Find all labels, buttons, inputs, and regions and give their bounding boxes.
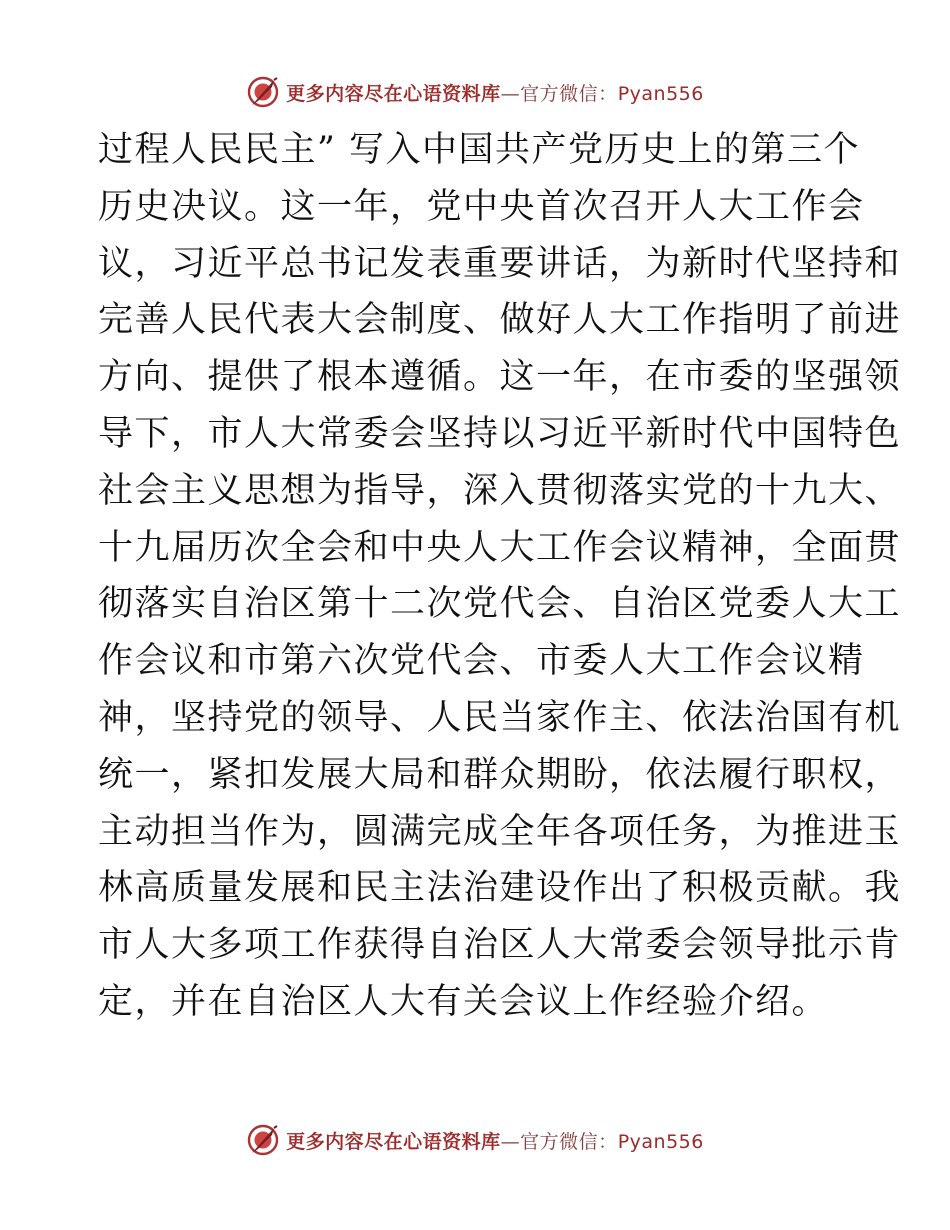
quill-logo-icon <box>246 75 280 109</box>
body-line: 市人大多项工作获得自治区人大常委会领导批示肯 <box>98 925 902 966</box>
body-line: 林高质量发展和民主法治建设作出了积极贡献。我 <box>98 868 902 909</box>
watermark-text <box>286 1127 704 1154</box>
watermark-dash: — <box>500 1130 521 1153</box>
body-line: 社会主义思想为指导，深入贯彻落实党的十九大、 <box>98 470 902 511</box>
footer-watermark <box>0 1120 950 1160</box>
body-line: 导下，市人大常委会坚持以习近平新时代中国特色 <box>98 413 902 454</box>
body-line: 议，习近平总书记发表重要讲话，为新时代坚持和 <box>98 243 902 284</box>
body-line: 方向、提供了根本遵循。这一年，在市委的坚强领 <box>98 357 902 398</box>
watermark-dash: — <box>500 82 521 105</box>
body-line: 作会议和市第六次党代会、市委人大工作会议精 <box>98 641 865 682</box>
header-watermark <box>0 72 950 112</box>
body-line: 完善人民代表大会制度、做好人大工作指明了前进 <box>98 300 902 341</box>
body-line: 定，并在自治区人大有关会议上作经验介绍。 <box>98 981 829 1022</box>
body-line: 主动担当作为，圆满完成全年各项任务，为推进玉 <box>98 811 902 852</box>
quill-logo-icon <box>246 1123 280 1157</box>
body-line: 过程人民民主” 写入中国共产党历史上的第三个 <box>98 130 861 170</box>
body-line: 神，坚持党的领导、人民当家作主、依法治国有机 <box>98 697 902 738</box>
body-line: 彻落实自治区第十二次党代会、自治区党委人大工 <box>98 584 902 625</box>
watermark-wechat-id: Pyan556 <box>617 1130 704 1153</box>
body-line: 历史决议。这一年，党中央首次召开人大工作会 <box>98 186 865 227</box>
watermark-main: 更多内容尽在心语资料库 <box>286 1130 501 1153</box>
watermark-main: 更多内容尽在心语资料库 <box>286 82 501 105</box>
watermark-wechat-label: 官方微信： <box>520 1130 618 1153</box>
watermark-text <box>286 79 704 106</box>
document-body <box>98 122 902 1031</box>
body-line: 统一，紧扣发展大局和群众期盼，依法履行职权， <box>98 754 902 795</box>
watermark-wechat-label: 官方微信： <box>520 82 618 105</box>
watermark-wechat-id: Pyan556 <box>617 82 704 105</box>
body-line: 十九届历次全会和中央人大工作会议精神，全面贯 <box>98 527 902 568</box>
